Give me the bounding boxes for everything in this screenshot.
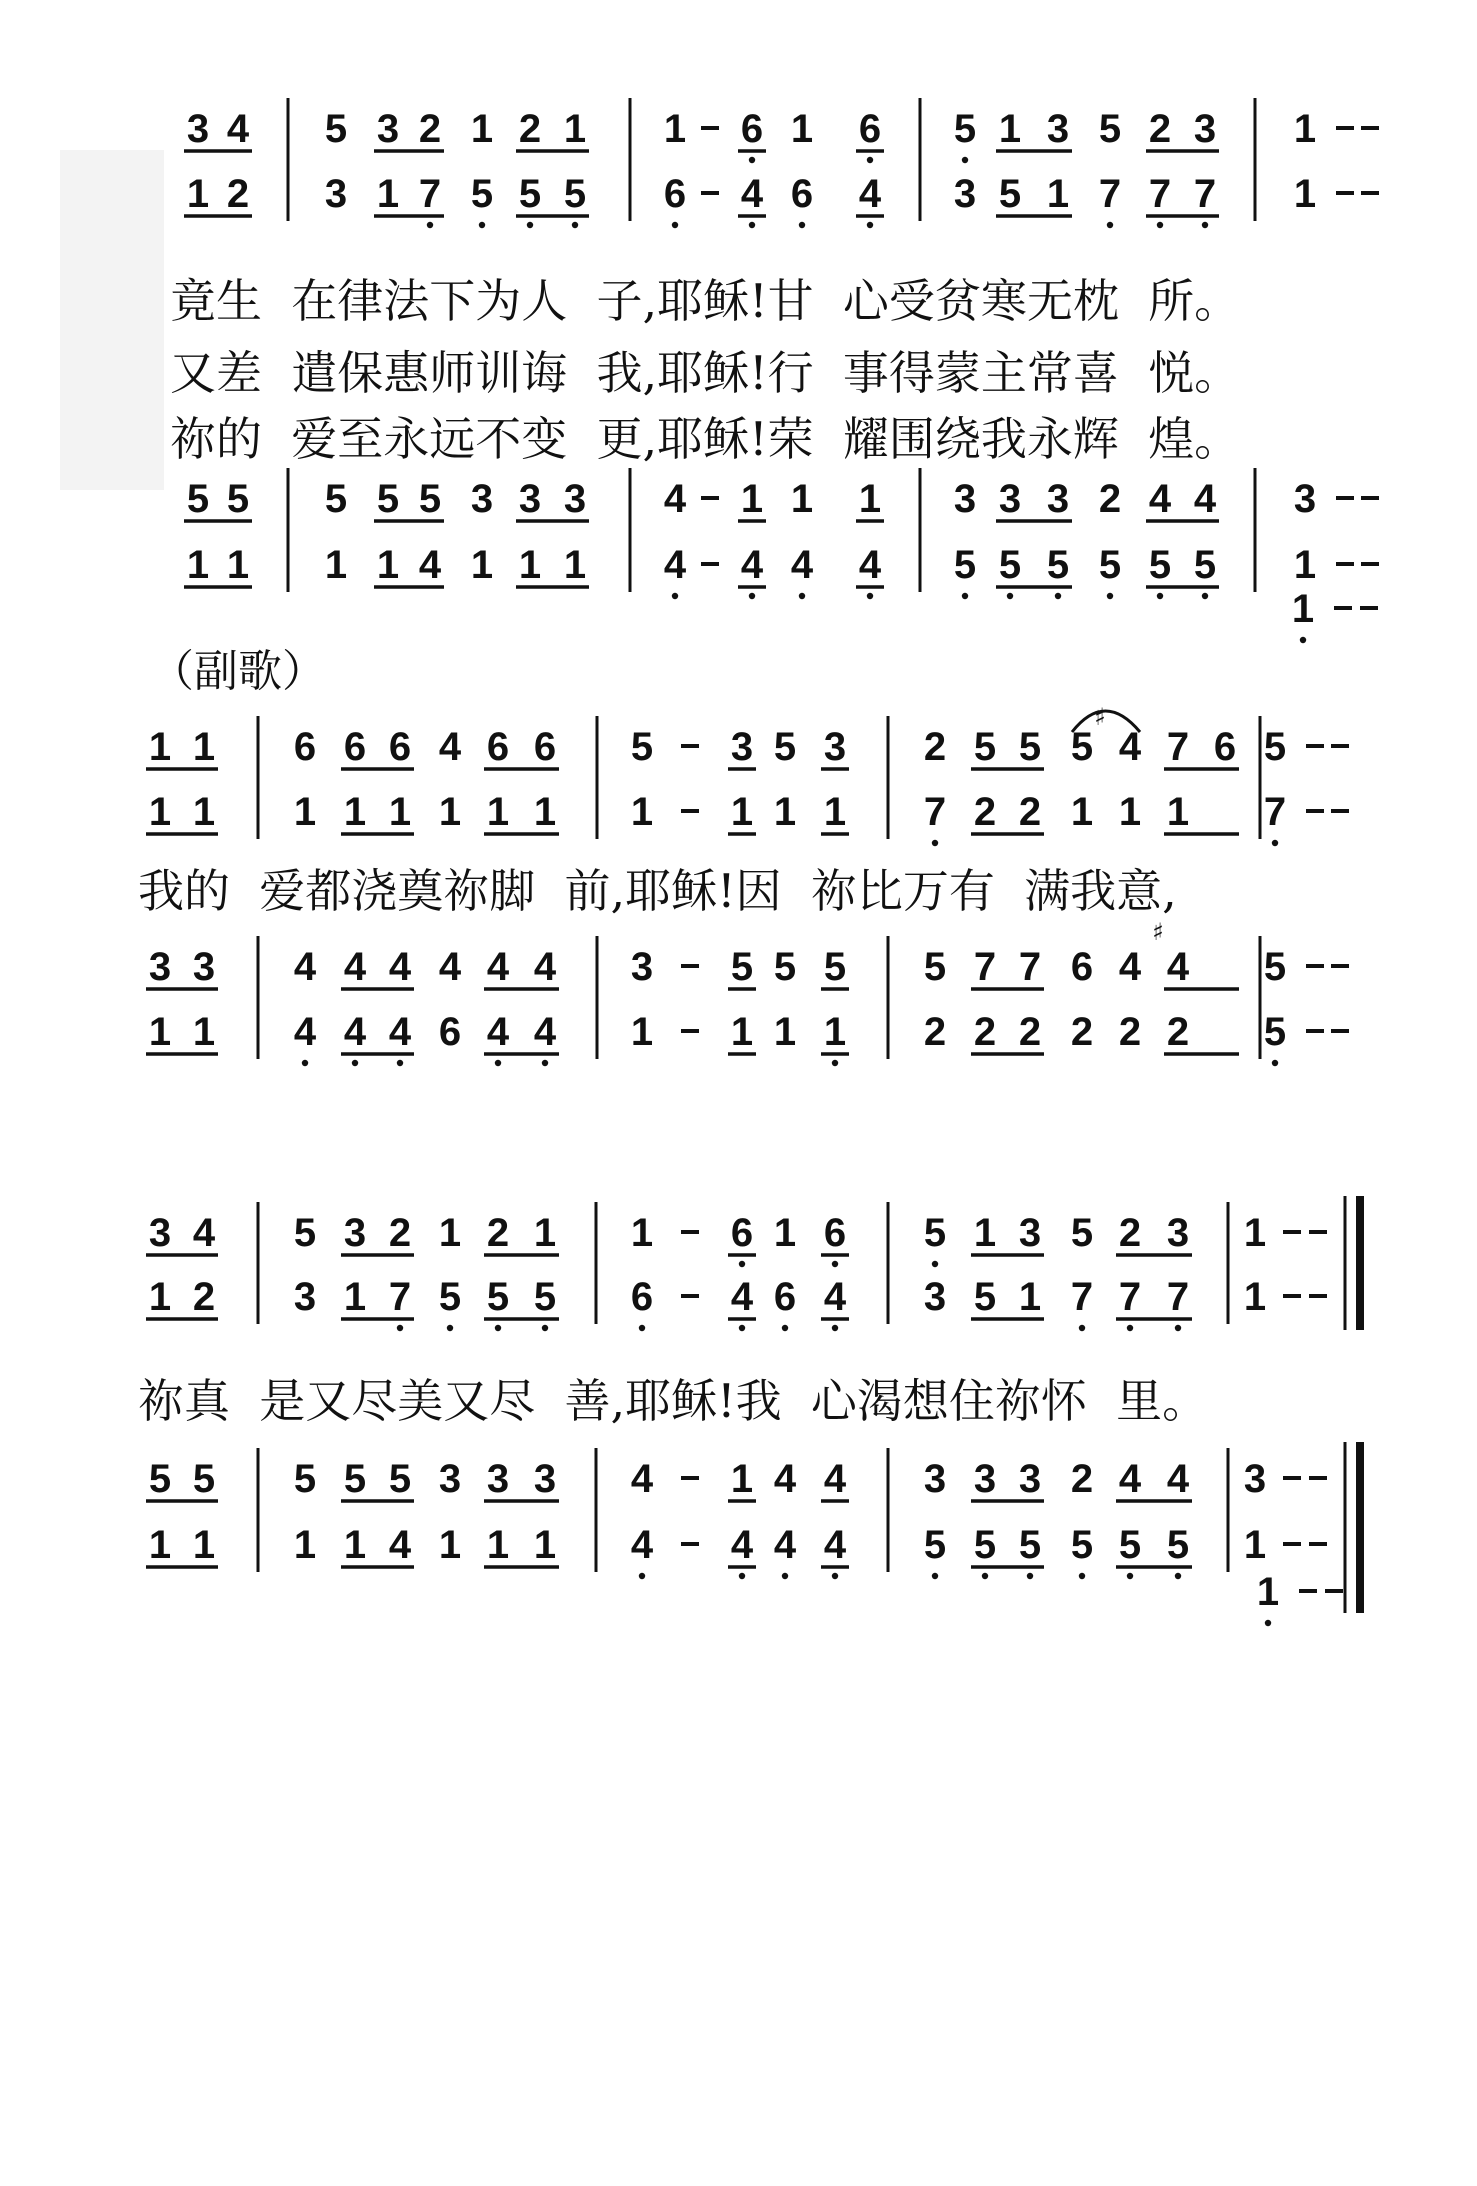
note: 1 bbox=[1070, 790, 1094, 834]
note: 1 bbox=[470, 107, 494, 151]
octave-dot bbox=[495, 1060, 501, 1066]
octave-dot bbox=[867, 593, 873, 599]
note: 3 bbox=[324, 172, 348, 216]
note: 6 bbox=[533, 725, 557, 769]
note: 4 bbox=[533, 945, 557, 989]
note: 1 bbox=[563, 543, 587, 587]
octave-dot bbox=[867, 157, 873, 163]
note: 1 bbox=[388, 790, 412, 834]
note: 4 bbox=[663, 543, 687, 587]
note: 3 bbox=[343, 1211, 367, 1255]
octave-dot bbox=[427, 222, 433, 228]
octave-dot bbox=[739, 1325, 745, 1331]
note: 4 bbox=[343, 1010, 367, 1054]
note: 1 bbox=[293, 1523, 317, 1567]
octave-dot bbox=[832, 1325, 838, 1331]
note: 6 bbox=[293, 725, 317, 769]
note: 1 bbox=[790, 107, 814, 151]
note: 1 bbox=[486, 790, 510, 834]
note: 1 bbox=[376, 172, 400, 216]
note: 5 bbox=[186, 477, 210, 521]
note: 4 bbox=[790, 543, 814, 587]
note: 1 bbox=[998, 107, 1022, 151]
note: 1 bbox=[186, 172, 210, 216]
note: 1 bbox=[376, 543, 400, 587]
note: 5 bbox=[418, 477, 442, 521]
note: 1 bbox=[1166, 790, 1190, 834]
octave-dot bbox=[397, 1060, 403, 1066]
note: 1 bbox=[343, 1275, 367, 1319]
note: 5 bbox=[1263, 1010, 1287, 1054]
note: 7 bbox=[1166, 725, 1190, 769]
lyric-verse-3: 祢的 爱至永远不变 更,耶稣!荣 耀围绕我永辉 煌。 bbox=[170, 412, 1241, 466]
note: 7 bbox=[418, 172, 442, 216]
note: 4 bbox=[293, 1010, 317, 1054]
chorus-label: （副歌） bbox=[150, 646, 326, 697]
note: 1 bbox=[486, 1523, 510, 1567]
note: 1 bbox=[1046, 172, 1070, 216]
note: 4 bbox=[740, 543, 764, 587]
note: 3 bbox=[1046, 107, 1070, 151]
note: 1 bbox=[343, 790, 367, 834]
note: 5 bbox=[376, 477, 400, 521]
note: 2 bbox=[192, 1275, 216, 1319]
note: 3 bbox=[1293, 477, 1317, 521]
note: 4 bbox=[388, 1010, 412, 1054]
note: 3 bbox=[192, 945, 216, 989]
note: 3 bbox=[486, 1457, 510, 1501]
octave-dot bbox=[1079, 1325, 1085, 1331]
note: 5 bbox=[1070, 1523, 1094, 1567]
octave-dot bbox=[1272, 1060, 1278, 1066]
note: 6 bbox=[773, 1275, 797, 1319]
note: 2 bbox=[1070, 1010, 1094, 1054]
octave-dot bbox=[495, 1325, 501, 1331]
note: 4 bbox=[486, 1010, 510, 1054]
note: 1 bbox=[740, 477, 764, 521]
note: 7 bbox=[1263, 790, 1287, 834]
note: 6 bbox=[630, 1275, 654, 1319]
note: 4 bbox=[730, 1523, 754, 1567]
note: 5 bbox=[438, 1275, 462, 1319]
note: 4 bbox=[1118, 725, 1142, 769]
note: 1 bbox=[438, 1211, 462, 1255]
note: 4 bbox=[388, 945, 412, 989]
note: 5 bbox=[823, 945, 847, 989]
note: 5 bbox=[953, 107, 977, 151]
note: 1 bbox=[293, 790, 317, 834]
note: 6 bbox=[730, 1211, 754, 1255]
note: 5 bbox=[324, 477, 348, 521]
note: 6 bbox=[486, 725, 510, 769]
note: 5 bbox=[923, 1211, 947, 1255]
octave-dot bbox=[639, 1325, 645, 1331]
note: 1 bbox=[823, 790, 847, 834]
note: 5 bbox=[973, 725, 997, 769]
note: 5 bbox=[773, 725, 797, 769]
note: 6 bbox=[740, 107, 764, 151]
note: 3 bbox=[1018, 1211, 1042, 1255]
note: 3 bbox=[1018, 1457, 1042, 1501]
lyric-ending: 祢真 是又尽美又尽 善,耶稣!我 心渴想住祢怀 里。 bbox=[138, 1374, 1209, 1428]
octave-dot bbox=[672, 222, 678, 228]
octave-dot bbox=[749, 593, 755, 599]
note: 7 bbox=[973, 945, 997, 989]
octave-dot bbox=[447, 1325, 453, 1331]
note: 1 bbox=[533, 1211, 557, 1255]
note: 4 bbox=[1118, 945, 1142, 989]
note: 1 bbox=[470, 543, 494, 587]
octave-dot bbox=[982, 1573, 988, 1579]
note: 5 bbox=[1166, 1523, 1190, 1567]
note: 3 bbox=[376, 107, 400, 151]
note: 7 bbox=[1148, 172, 1172, 216]
note: 3 bbox=[1243, 1457, 1267, 1501]
octave-dot bbox=[932, 840, 938, 846]
note: 2 bbox=[1098, 477, 1122, 521]
octave-dot bbox=[1107, 222, 1113, 228]
octave-dot bbox=[1157, 593, 1163, 599]
note: 1 bbox=[1243, 1211, 1267, 1255]
note: 1 bbox=[663, 107, 687, 151]
octave-dot bbox=[1127, 1573, 1133, 1579]
note: 7 bbox=[1166, 1275, 1190, 1319]
note: 1 bbox=[192, 1523, 216, 1567]
note: 1 bbox=[192, 790, 216, 834]
octave-dot bbox=[932, 1261, 938, 1267]
note: 1 bbox=[730, 1457, 754, 1501]
note: 3 bbox=[148, 945, 172, 989]
note: 3 bbox=[823, 725, 847, 769]
note: 5 bbox=[226, 477, 250, 521]
note: 1 bbox=[773, 1010, 797, 1054]
octave-dot bbox=[1202, 222, 1208, 228]
note: 4 bbox=[388, 1523, 412, 1567]
note: 3 bbox=[533, 1457, 557, 1501]
note: 5 bbox=[293, 1457, 317, 1501]
note: 3 bbox=[438, 1457, 462, 1501]
octave-dot bbox=[749, 222, 755, 228]
note: 5 bbox=[923, 945, 947, 989]
note: 6 bbox=[388, 725, 412, 769]
octave-dot bbox=[1079, 1573, 1085, 1579]
note: 4 bbox=[823, 1457, 847, 1501]
note: 1 bbox=[226, 543, 250, 587]
note: 5 bbox=[470, 172, 494, 216]
octave-dot bbox=[527, 222, 533, 228]
octave-dot bbox=[782, 1573, 788, 1579]
note: 7 bbox=[1070, 1275, 1094, 1319]
note: 5 bbox=[773, 945, 797, 989]
octave-dot bbox=[739, 1261, 745, 1267]
note: 1 bbox=[773, 1211, 797, 1255]
note: 5 bbox=[1070, 1211, 1094, 1255]
octave-dot bbox=[397, 1325, 403, 1331]
note: 3 bbox=[1166, 1211, 1190, 1255]
note: 4 bbox=[1193, 477, 1217, 521]
note: 1 bbox=[148, 725, 172, 769]
note: 4 bbox=[858, 543, 882, 587]
note: 1 bbox=[192, 725, 216, 769]
octave-dot bbox=[867, 222, 873, 228]
note: 5 bbox=[1193, 543, 1217, 587]
octave-dot bbox=[479, 222, 485, 228]
note: 4 bbox=[438, 945, 462, 989]
octave-dot bbox=[962, 593, 968, 599]
note: 4 bbox=[730, 1275, 754, 1319]
note: 7 bbox=[1098, 172, 1122, 216]
octave-dot bbox=[739, 1573, 745, 1579]
lyric-verse-1: 竟生 在律法下为人 子,耶稣!甘 心受贫寒无枕 所。 bbox=[170, 274, 1241, 328]
note: 4 bbox=[858, 172, 882, 216]
note: 3 bbox=[1046, 477, 1070, 521]
note: 5 bbox=[953, 543, 977, 587]
note: 1 bbox=[1018, 1275, 1042, 1319]
note: 4 bbox=[486, 945, 510, 989]
note: 7 bbox=[923, 790, 947, 834]
octave-dot bbox=[962, 157, 968, 163]
octave-dot bbox=[782, 1325, 788, 1331]
note: 4 bbox=[533, 1010, 557, 1054]
note: 1 bbox=[1243, 1523, 1267, 1567]
note: 1 bbox=[533, 1523, 557, 1567]
note: 6 bbox=[343, 725, 367, 769]
octave-dot bbox=[352, 1060, 358, 1066]
note: 3 bbox=[470, 477, 494, 521]
note: 1 bbox=[192, 1010, 216, 1054]
note: 2 bbox=[973, 1010, 997, 1054]
note: 5 bbox=[148, 1457, 172, 1501]
note: 1 bbox=[1293, 172, 1317, 216]
note: 2 bbox=[1118, 1010, 1142, 1054]
note: 5 bbox=[998, 172, 1022, 216]
note: 4 bbox=[1166, 1457, 1190, 1501]
octave-dot bbox=[832, 1060, 838, 1066]
lyric-chorus: 我的 爱都浇奠祢脚 前,耶稣!因 祢比万有 满我意, bbox=[138, 864, 1177, 918]
note: 2 bbox=[388, 1211, 412, 1255]
note: 6 bbox=[1213, 725, 1237, 769]
note: 1 bbox=[1256, 1570, 1280, 1614]
note: 3 bbox=[148, 1211, 172, 1255]
note: 1 bbox=[148, 790, 172, 834]
note: 4 bbox=[293, 945, 317, 989]
note: 5 bbox=[486, 1275, 510, 1319]
note: 1 bbox=[973, 1211, 997, 1255]
octave-dot bbox=[1157, 222, 1163, 228]
octave-dot bbox=[542, 1325, 548, 1331]
note: 5 bbox=[973, 1523, 997, 1567]
note: 1 bbox=[773, 790, 797, 834]
note: 3 bbox=[998, 477, 1022, 521]
note: 4 bbox=[773, 1523, 797, 1567]
note: 4 bbox=[663, 477, 687, 521]
note: 3 bbox=[953, 172, 977, 216]
octave-dot bbox=[1027, 1573, 1033, 1579]
note: 1 bbox=[730, 790, 754, 834]
note: 3 bbox=[923, 1275, 947, 1319]
note: 1 bbox=[630, 1010, 654, 1054]
note: 1 bbox=[1293, 543, 1317, 587]
note: 1 bbox=[790, 477, 814, 521]
note: 3 bbox=[953, 477, 977, 521]
note: 5 bbox=[563, 172, 587, 216]
octave-dot bbox=[1175, 1325, 1181, 1331]
octave-dot bbox=[799, 222, 805, 228]
note: 4 bbox=[226, 107, 250, 151]
note: 2 bbox=[973, 790, 997, 834]
note: 1 bbox=[518, 543, 542, 587]
note: 1 bbox=[630, 1211, 654, 1255]
note: 4 bbox=[192, 1211, 216, 1255]
note: 1 bbox=[438, 790, 462, 834]
note: 3 bbox=[630, 945, 654, 989]
note: 4 bbox=[823, 1523, 847, 1567]
lyric-verse-2: 又差 遣保惠师训诲 我,耶稣!行 事得蒙主常喜 悦。 bbox=[170, 346, 1241, 400]
note: 6 bbox=[858, 107, 882, 151]
note: 4 bbox=[1118, 1457, 1142, 1501]
note: 1 bbox=[1118, 790, 1142, 834]
note: 2 bbox=[1018, 790, 1042, 834]
octave-dot bbox=[572, 222, 578, 228]
note: 6 bbox=[790, 172, 814, 216]
note: 5 bbox=[343, 1457, 367, 1501]
note: 5 bbox=[998, 543, 1022, 587]
octave-dot bbox=[1202, 593, 1208, 599]
note: 1 bbox=[186, 543, 210, 587]
note: 1 bbox=[1243, 1275, 1267, 1319]
octave-dot bbox=[542, 1060, 548, 1066]
note: 5 bbox=[293, 1211, 317, 1255]
note: 2 bbox=[1070, 1457, 1094, 1501]
octave-dot bbox=[1272, 840, 1278, 846]
note: 5 bbox=[923, 1523, 947, 1567]
note: 1 bbox=[823, 1010, 847, 1054]
note: 5 bbox=[1098, 107, 1122, 151]
octave-dot bbox=[832, 1573, 838, 1579]
note: 7 bbox=[1118, 1275, 1142, 1319]
note: 4 bbox=[630, 1457, 654, 1501]
note: 4 bbox=[1166, 945, 1190, 989]
note: 4 bbox=[418, 543, 442, 587]
octave-dot bbox=[932, 1573, 938, 1579]
note: 5 bbox=[1148, 543, 1172, 587]
note: 1 bbox=[343, 1523, 367, 1567]
note: 5 bbox=[324, 107, 348, 151]
octave-dot bbox=[302, 1060, 308, 1066]
note: 5 bbox=[1118, 1523, 1142, 1567]
note: 5 bbox=[192, 1457, 216, 1501]
note: 5 bbox=[1263, 945, 1287, 989]
note: 1 bbox=[730, 1010, 754, 1054]
note: 2 bbox=[518, 107, 542, 151]
note: 1 bbox=[148, 1010, 172, 1054]
note: 4 bbox=[823, 1275, 847, 1319]
note: 1 bbox=[1293, 107, 1317, 151]
note: 2 bbox=[1018, 1010, 1042, 1054]
note: 5 bbox=[388, 1457, 412, 1501]
note: 6 bbox=[1070, 945, 1094, 989]
note: 7 bbox=[388, 1275, 412, 1319]
note: 2 bbox=[1118, 1211, 1142, 1255]
note: 3 bbox=[563, 477, 587, 521]
note: 2 bbox=[226, 172, 250, 216]
note: 2 bbox=[1148, 107, 1172, 151]
octave-dot bbox=[1175, 1573, 1181, 1579]
note: 1 bbox=[148, 1275, 172, 1319]
note: 3 bbox=[923, 1457, 947, 1501]
sharp-sign: ♯ bbox=[1152, 918, 1164, 946]
note: 5 bbox=[1018, 1523, 1042, 1567]
note: 4 bbox=[630, 1523, 654, 1567]
note: 1 bbox=[1291, 587, 1315, 631]
note: 3 bbox=[1193, 107, 1217, 151]
note: 4 bbox=[343, 945, 367, 989]
octave-dot bbox=[1055, 593, 1061, 599]
octave-dot bbox=[749, 157, 755, 163]
note: 4 bbox=[438, 725, 462, 769]
note: 2 bbox=[923, 1010, 947, 1054]
octave-dot bbox=[1265, 1620, 1271, 1626]
octave-dot bbox=[1127, 1325, 1133, 1331]
note: 1 bbox=[858, 477, 882, 521]
note: 4 bbox=[773, 1457, 797, 1501]
octave-dot bbox=[799, 593, 805, 599]
note: 3 bbox=[293, 1275, 317, 1319]
note: 2 bbox=[923, 725, 947, 769]
note: 5 bbox=[630, 725, 654, 769]
note: 4 bbox=[1148, 477, 1172, 521]
note: 1 bbox=[630, 790, 654, 834]
note: 3 bbox=[186, 107, 210, 151]
octave-dot bbox=[672, 593, 678, 599]
octave-dot bbox=[639, 1573, 645, 1579]
note: 5 bbox=[533, 1275, 557, 1319]
note: 3 bbox=[973, 1457, 997, 1501]
note: 5 bbox=[1098, 543, 1122, 587]
note: 1 bbox=[324, 543, 348, 587]
note: 2 bbox=[418, 107, 442, 151]
note: 5 bbox=[518, 172, 542, 216]
octave-dot bbox=[1007, 593, 1013, 599]
note: 1 bbox=[533, 790, 557, 834]
note: 7 bbox=[1018, 945, 1042, 989]
note: 1 bbox=[148, 1523, 172, 1567]
note: 6 bbox=[663, 172, 687, 216]
note: 5 bbox=[730, 945, 754, 989]
sharp-sign: ♯ bbox=[1094, 703, 1106, 731]
octave-dot bbox=[832, 1261, 838, 1267]
note: 1 bbox=[563, 107, 587, 151]
note: 1 bbox=[438, 1523, 462, 1567]
note: 7 bbox=[1193, 172, 1217, 216]
note: 6 bbox=[438, 1010, 462, 1054]
octave-dot bbox=[1107, 593, 1113, 599]
octave-dot bbox=[1300, 637, 1306, 643]
note: 5 bbox=[1070, 725, 1094, 769]
note: 5 bbox=[1046, 543, 1070, 587]
note: 3 bbox=[518, 477, 542, 521]
note: 2 bbox=[1166, 1010, 1190, 1054]
note: 2 bbox=[486, 1211, 510, 1255]
note: 5 bbox=[973, 1275, 997, 1319]
note: 4 bbox=[740, 172, 764, 216]
note: 3 bbox=[730, 725, 754, 769]
note: 5 bbox=[1018, 725, 1042, 769]
note: 6 bbox=[823, 1211, 847, 1255]
note: 5 bbox=[1263, 725, 1287, 769]
